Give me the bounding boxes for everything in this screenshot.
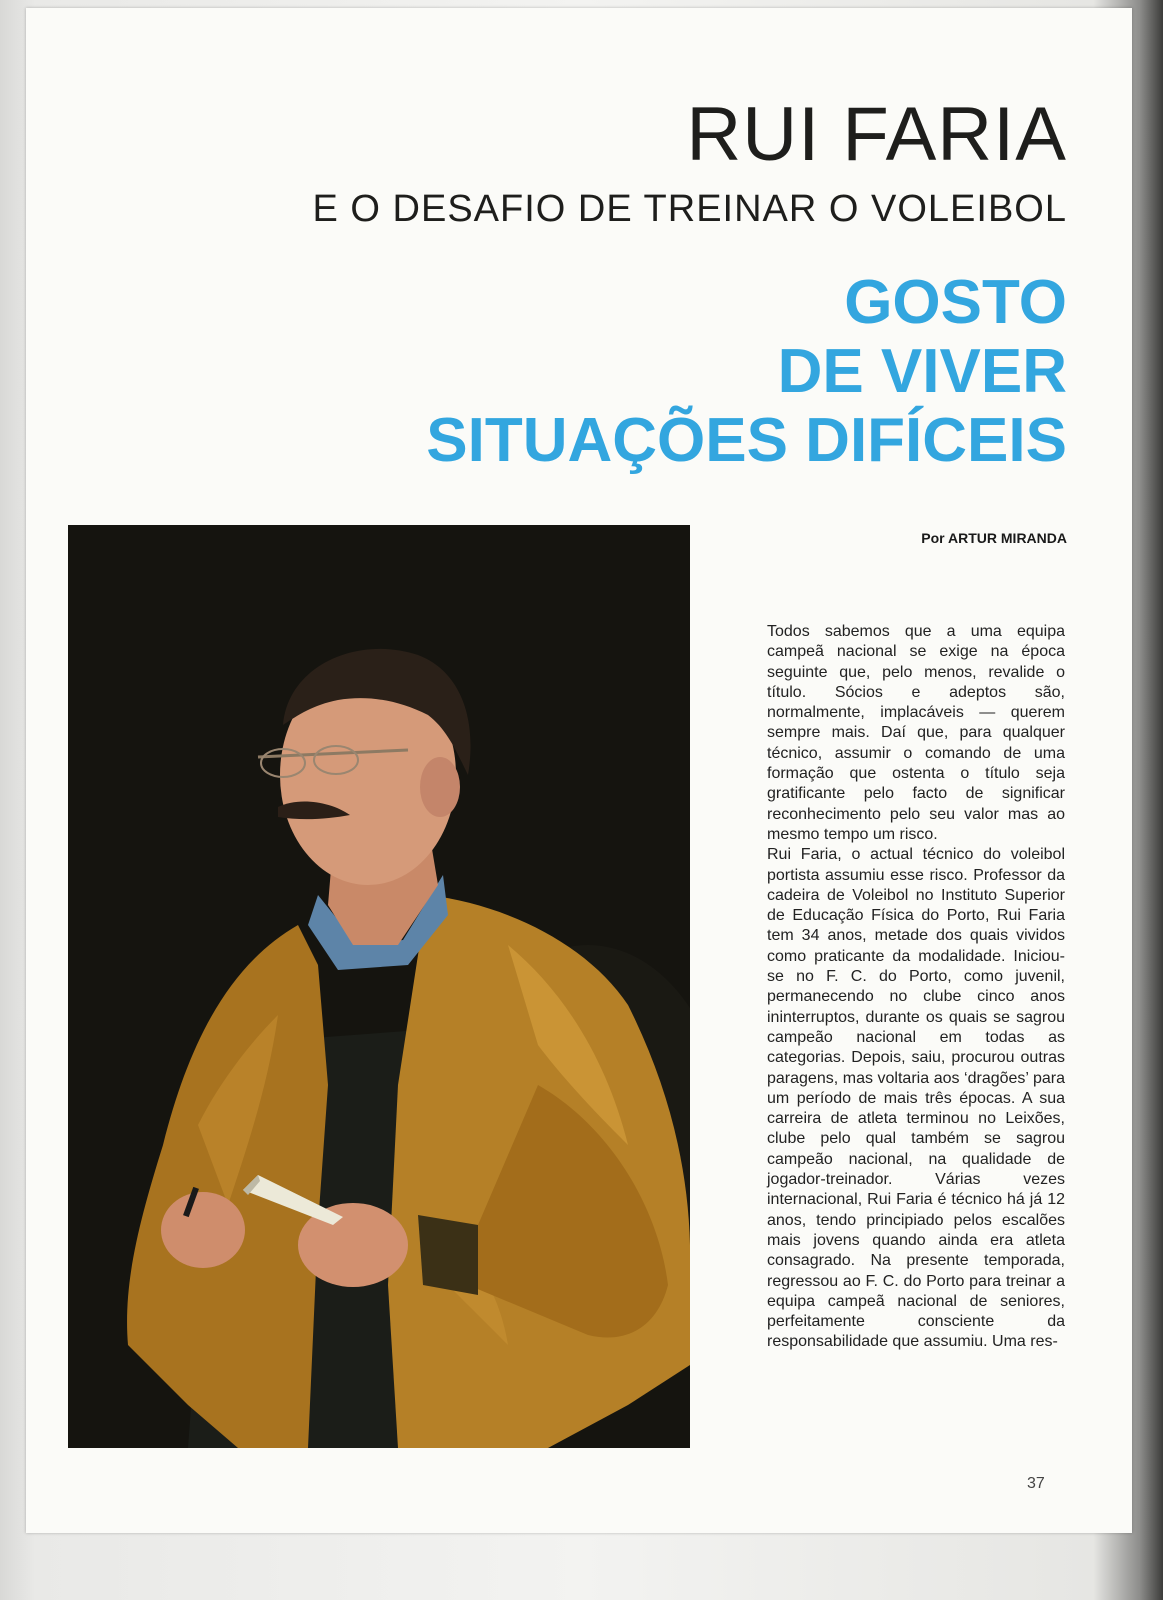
article-subtitle: E O DESAFIO DE TREINAR O VOLEIBOL — [312, 188, 1067, 230]
headline-line-3: SITUAÇÕES DIFÍCEIS — [426, 406, 1067, 475]
article-body — [767, 622, 1065, 1353]
headline-line-1: GOSTO — [844, 268, 1067, 337]
article-title: RUI FARIA — [686, 92, 1067, 177]
portrait-illustration — [68, 525, 690, 1448]
headline-line-2: DE VIVER — [777, 337, 1067, 406]
article-headline — [426, 268, 1067, 475]
byline: Por ARTUR MIRANDA — [921, 530, 1067, 546]
paragraph: Todos sabemos que a uma equipa campeã nacional se exige na época seguinte que, pelo menos, revalide o título. Sócios e adeptos são, normalmente, implacáveis — querem sempre mais. Daí que, para qualquer técnico, assumir o comando de uma formação que ostenta o título seja gratificante pelo facto de significar reconhecimento pelo seu valor mas ao mesmo tempo um risco. — [767, 623, 1065, 843]
paragraph: Rui Faria, o actual técnico do voleibol portista assumiu esse risco. Professor da cadeira de Voleibol no Instituto Superior de Educação Física do Porto, Rui Faria tem 34 anos, metade dos quais vividos como praticante da modalidade. Iniciou-se no F. C. do Porto, como juvenil, permanecendo no clube cinco anos ininterruptos, durante os quais se sagrou campeão nacional em todas as categorias. Depois, saiu, procurou outras paragens, mas voltaria aos ‘dragões’ para um período de mais três épocas. A sua carreira de atleta terminou no Leixões, clube pelo qual também se sagrou campeão nacional, na qualidade de jogador-treinador. Várias vezes internacional, Rui Faria é técnico há já 12 anos, tendo principiado pelos escalões mais jovens quando ainda era atleta consagrado. Na presente temporada, regressou ao F. C. do Porto para treinar a equipa campeã nacional de seniores, perfeitamente consciente da responsabilidade que assumiu. Uma res- — [767, 846, 1065, 1351]
page-number: 37 — [1027, 1475, 1045, 1492]
portrait-photo — [68, 525, 690, 1448]
